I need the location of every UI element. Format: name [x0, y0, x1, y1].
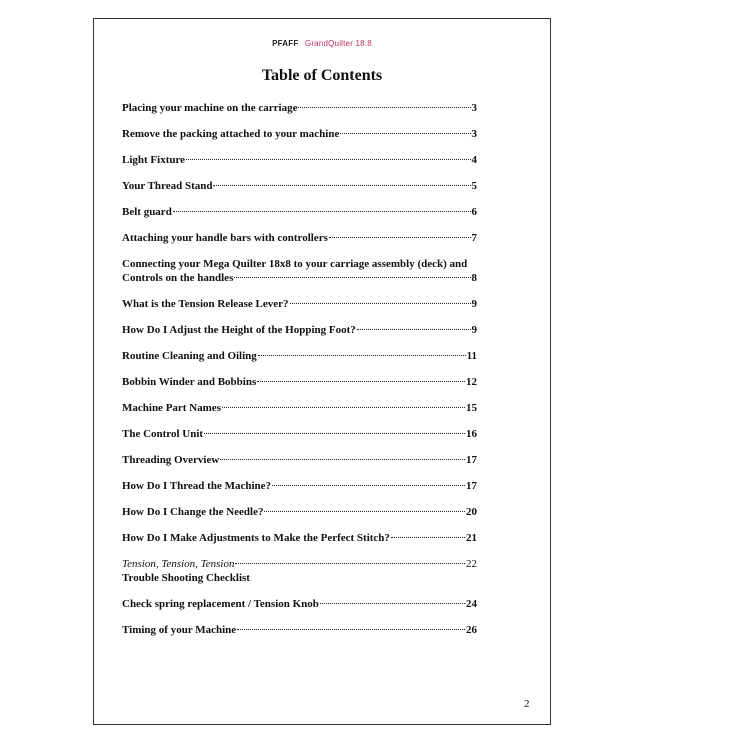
leader-dots: [258, 355, 466, 356]
toc-entry-label: The Control Unit: [122, 428, 204, 440]
toc-entry-label: How Do I Adjust the Height of the Hopping Foot?: [122, 324, 356, 336]
toc-entry: [122, 205, 477, 219]
leader-dots: [234, 277, 470, 278]
toc-entry: [122, 323, 477, 337]
toc-entry-page: 11: [466, 350, 477, 362]
toc-entry-page: 22: [466, 558, 477, 570]
leader-dots: [204, 433, 465, 434]
toc-entry: [122, 401, 477, 415]
toc-entry: [122, 505, 477, 519]
page-title: Table of Contents: [261, 67, 383, 84]
toc-entry: [122, 427, 477, 441]
leader-dots: [340, 133, 470, 134]
toc-entry-label: Light Fixture: [122, 154, 186, 166]
toc-entry-label: Attaching your handle bars with controllers: [122, 232, 328, 244]
toc-entry: [122, 179, 477, 193]
toc-entry-label: Machine Part Names: [122, 402, 221, 414]
toc-entry-page: 8: [471, 272, 477, 284]
toc-entry-label: Remove the packing attached to your machine: [122, 128, 340, 140]
toc-entry-label: How Do I Change the Needle?: [122, 506, 264, 518]
leader-dots: [391, 537, 465, 538]
toc-entry-page: 15: [466, 402, 477, 414]
toc-entry-page: 3: [471, 102, 477, 114]
leader-dots: [220, 459, 465, 460]
toc-entry: [122, 349, 477, 363]
toc-entry-page: 12: [466, 376, 477, 388]
toc-entry-page: 9: [471, 298, 477, 310]
leader-dots: [290, 303, 471, 304]
leader-dots: [264, 511, 465, 512]
leader-dots: [298, 107, 470, 108]
toc-entry-label: How Do I Make Adjustments to Make the Perfect Stitch?: [122, 532, 390, 544]
toc-entry-label: Placing your machine on the carriage: [122, 102, 298, 114]
toc-entry-label: Your Thread Stand: [122, 180, 213, 192]
toc-entry: [122, 453, 477, 467]
toc-entry: [122, 557, 477, 585]
leader-dots: [320, 603, 465, 604]
toc-entry-label: Belt guard: [122, 206, 172, 218]
toc-entry: [122, 531, 477, 545]
toc-entry-page: 3: [471, 128, 477, 140]
document-page: [93, 18, 551, 725]
toc-entry-label-line1: Connecting your Mega Quilter 18x8 to your carriage assembly (deck) and: [122, 258, 468, 270]
toc-entry: [122, 623, 477, 637]
page-number: 2: [524, 698, 530, 710]
toc-entry: [122, 153, 477, 167]
toc-entry: [122, 257, 477, 285]
toc-entry-page: 7: [471, 232, 477, 244]
toc-entry-label: What is the Tension Release Lever?: [122, 298, 289, 310]
toc-entry-label: Tension, Tension, Tension: [122, 558, 235, 570]
model-name: GrandQuilter 18.8: [304, 39, 372, 48]
toc-entry-page: 24: [466, 598, 477, 610]
page-header: [94, 39, 550, 48]
toc-entry-label: Controls on the handles: [122, 272, 234, 284]
toc-entry-page: 20: [466, 506, 477, 518]
toc-entry-page: 17: [466, 454, 477, 466]
toc-entry: [122, 297, 477, 311]
toc-entry-page: 4: [471, 154, 477, 166]
leader-dots: [235, 563, 465, 564]
toc-entry-page: 17: [466, 480, 477, 492]
toc-entry-page: 26: [466, 624, 477, 636]
toc-entry-label: Timing of your Machine: [122, 624, 237, 636]
brand-logo-text: PFAFF: [272, 39, 299, 48]
leader-dots: [357, 329, 471, 330]
leader-dots: [173, 211, 471, 212]
leader-dots: [237, 629, 465, 630]
leader-dots: [213, 185, 470, 186]
toc-entry: [122, 597, 477, 611]
leader-dots: [257, 381, 465, 382]
toc-entry-label: Check spring replacement / Tension Knob: [122, 598, 319, 610]
toc-entry-label: Bobbin Winder and Bobbins: [122, 376, 257, 388]
toc-entry-label: Threading Overview: [122, 454, 220, 466]
toc-entry-page: 9: [471, 324, 477, 336]
toc-entry: [122, 127, 477, 141]
toc-entry-label: How Do I Thread the Machine?: [122, 480, 272, 492]
toc-entry: [122, 101, 477, 115]
toc-entry-page: 21: [466, 532, 477, 544]
toc-entry: [122, 231, 477, 245]
leader-dots: [272, 485, 465, 486]
toc-entry: [122, 375, 477, 389]
toc-entry-page: 5: [471, 180, 477, 192]
leader-dots: [329, 237, 471, 238]
toc-entry-page: 6: [471, 206, 477, 218]
toc-entry-label: Routine Cleaning and Oiling: [122, 350, 257, 362]
leader-dots: [222, 407, 465, 408]
toc-entry: [122, 479, 477, 493]
leader-dots: [186, 159, 470, 160]
toc-entry-page: 16: [466, 428, 477, 440]
toc-entry-label-line2: Trouble Shooting Checklist: [122, 572, 250, 584]
